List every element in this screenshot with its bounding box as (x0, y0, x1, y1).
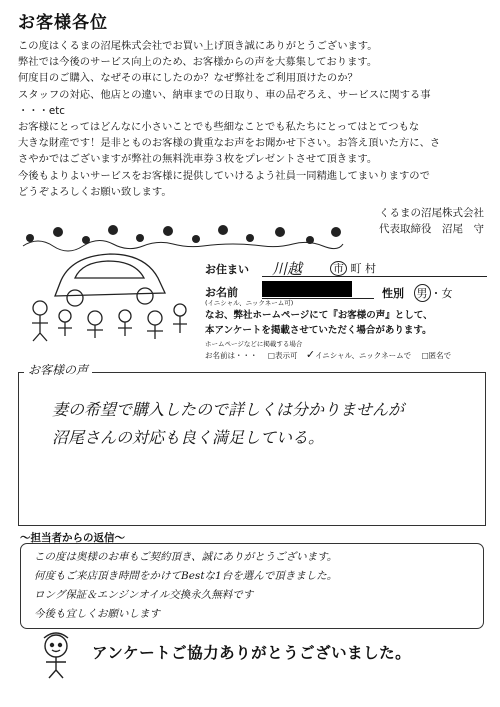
option-initial-nickname: イニシャル、ニックネームで (315, 351, 412, 360)
intro-line: 何度目のご購入、なぜその車にしたのか？なぜ弊社をご利用頂けたのか？ (18, 72, 358, 85)
name-underline (262, 298, 374, 299)
address-underline (262, 276, 487, 277)
gender-male-circled: 男 (414, 284, 431, 302)
intro-line: 大きな財産です！是非とものお客様の貴重なお声をお聞かせ下さい。お答え頂いた方に、さ (18, 137, 441, 150)
option-display-ok: □表示可 (267, 351, 298, 360)
gender-field: 性別 男 ・女 (382, 284, 453, 302)
name-hint: (イニシャル、ニックネーム可) (205, 299, 294, 307)
address-city-handwritten: 川越 (272, 260, 303, 278)
publication-options: お名前は・・・ □表示可 ✓イニシャル、ニックネームで □匿名で (205, 348, 452, 361)
intro-line: スタッフの対応、他店との違い、納車までの日取り、車の品ぞろえ、サービスに関する事 (18, 88, 431, 101)
name-redaction (262, 281, 352, 297)
reply-line: ロング保証＆エンジンオイル交換永久無料です (34, 589, 254, 601)
car-people-illustration (20, 238, 195, 343)
name-label: お名前 (205, 286, 238, 299)
address-city-type: 市 町 村 (330, 260, 376, 276)
reply-heading: ～担当者からの返信～ (20, 532, 125, 544)
mascot-illustration (30, 628, 82, 680)
check-mark-icon: ✓ (305, 348, 316, 361)
intro-line: 今後もよりよいサービスをお客様に提供していけるよう社員一同精進してまいりますので (18, 169, 430, 182)
intro-line: お客様にとってはどんなに小さいことでも些細なことでも私たちにとってはとてつもな (18, 121, 420, 134)
company-rep: 代表取締役 沼尾 守 (379, 223, 484, 235)
intro-line: さやかではございますが弊社の無料洗車券３枚をプレゼントさせて頂きます。 (18, 153, 378, 166)
intro-line: ・・・etc (18, 104, 65, 117)
customer-voice-box (18, 372, 486, 526)
customer-voice-line: 沼尾さんの対応も良く満足している。 (52, 428, 325, 447)
company-signature (379, 205, 484, 237)
intro-line: この度はくるまの沼尾株式会社でお買い上げ頂き誠にありがとうございます。 (18, 40, 378, 52)
option-anonymous: □匿名で (421, 351, 452, 360)
intro-text (18, 38, 488, 200)
customer-voice-line: 妻の希望で購入したので詳しくは分かりませんが (52, 400, 405, 419)
reply-line: 今後も宜しくお願いします (34, 608, 160, 620)
thanks-message: アンケートご協力ありがとうございました。 (92, 644, 412, 662)
page-title: お客様各位 (18, 13, 108, 33)
intro-line: どうぞよろしくお願い致します。 (18, 185, 172, 198)
customer-voice-heading: お客様の声 (24, 361, 92, 378)
gender-female: 女 (441, 287, 453, 300)
publication-notice: なお、弊社ホームページにて『お客様の声』として、 本アンケートを掲載させていただく場合があります。 (205, 310, 433, 336)
company-name: くるまの沼尾株式会社 (379, 207, 484, 219)
address-label: お住まい (205, 263, 249, 276)
intro-line: 弊社では今後のサービス向上のため、お客様からの声を大募集しております。 (18, 56, 378, 69)
reply-line: 何度もご来店頂き時間をかけてBestな1台を選んで頂きました。 (34, 570, 338, 582)
reply-line: この度は奥様のお車もご契約頂き、誠にありがとうございます。 (34, 551, 338, 563)
publication-small-note: ホームページなどに掲載する場合 (205, 340, 303, 348)
